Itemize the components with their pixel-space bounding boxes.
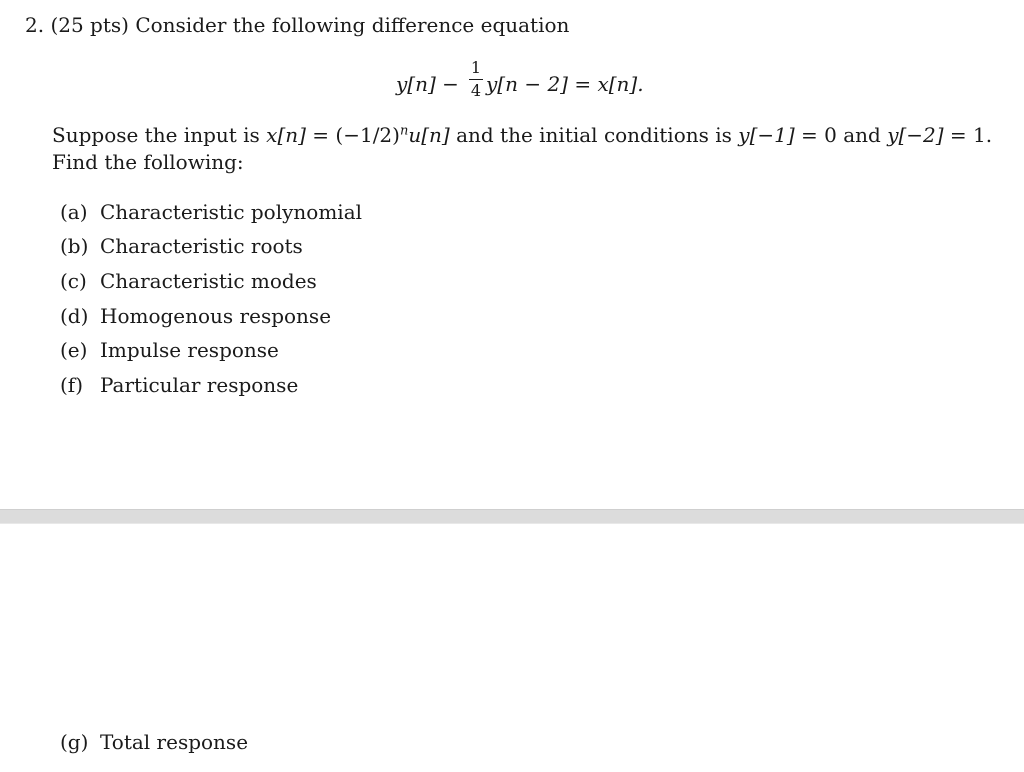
part-text: Homogenous response: [100, 304, 332, 328]
equation-fraction: [469, 58, 483, 100]
intro-line-2: Find the following:: [52, 150, 244, 174]
part-text: Characteristic polynomial: [100, 200, 363, 224]
equation-term-1: y[n] −: [396, 72, 459, 96]
part-text: Impulse response: [100, 338, 279, 362]
intro-math-y-1: y[−1]: [738, 123, 795, 147]
part-label: (c): [60, 269, 87, 293]
problem-header: 2. (25 pts) Consider the following difference equation: [25, 13, 570, 37]
fraction-denominator: 4: [470, 81, 482, 100]
part-text: Total response: [100, 730, 249, 754]
part-label: (d): [60, 304, 89, 328]
part-label: (f): [60, 373, 84, 397]
intro-math-y-2: y[−2]: [887, 123, 944, 147]
part-label: (g): [60, 730, 89, 754]
fraction-numerator: 1: [470, 58, 482, 77]
part-text: Characteristic modes: [100, 269, 317, 293]
intro-text: = 0 and: [794, 123, 888, 147]
page-separator: [0, 509, 1024, 524]
equation-term-2: y[n − 2] = x[n].: [486, 72, 644, 96]
part-label: (a): [60, 200, 88, 224]
part-label: (e): [60, 338, 88, 362]
problem-intro: [52, 122, 992, 176]
part-text: Particular response: [100, 373, 299, 397]
intro-line-1: [52, 122, 992, 149]
intro-math-exponent: n: [399, 123, 409, 139]
intro-math-base: = (−1/2): [305, 123, 400, 147]
fraction-bar: [469, 79, 483, 80]
intro-text: and the initial conditions is: [449, 123, 739, 147]
part-text: Characteristic roots: [100, 234, 303, 258]
intro-text: Suppose the input is: [52, 123, 267, 147]
intro-text: = 1.: [943, 123, 993, 147]
difference-equation: [396, 58, 644, 106]
part-label: (b): [60, 234, 89, 258]
intro-math-xn: x[n]: [266, 123, 306, 147]
intro-math-un: u[n]: [408, 123, 450, 147]
